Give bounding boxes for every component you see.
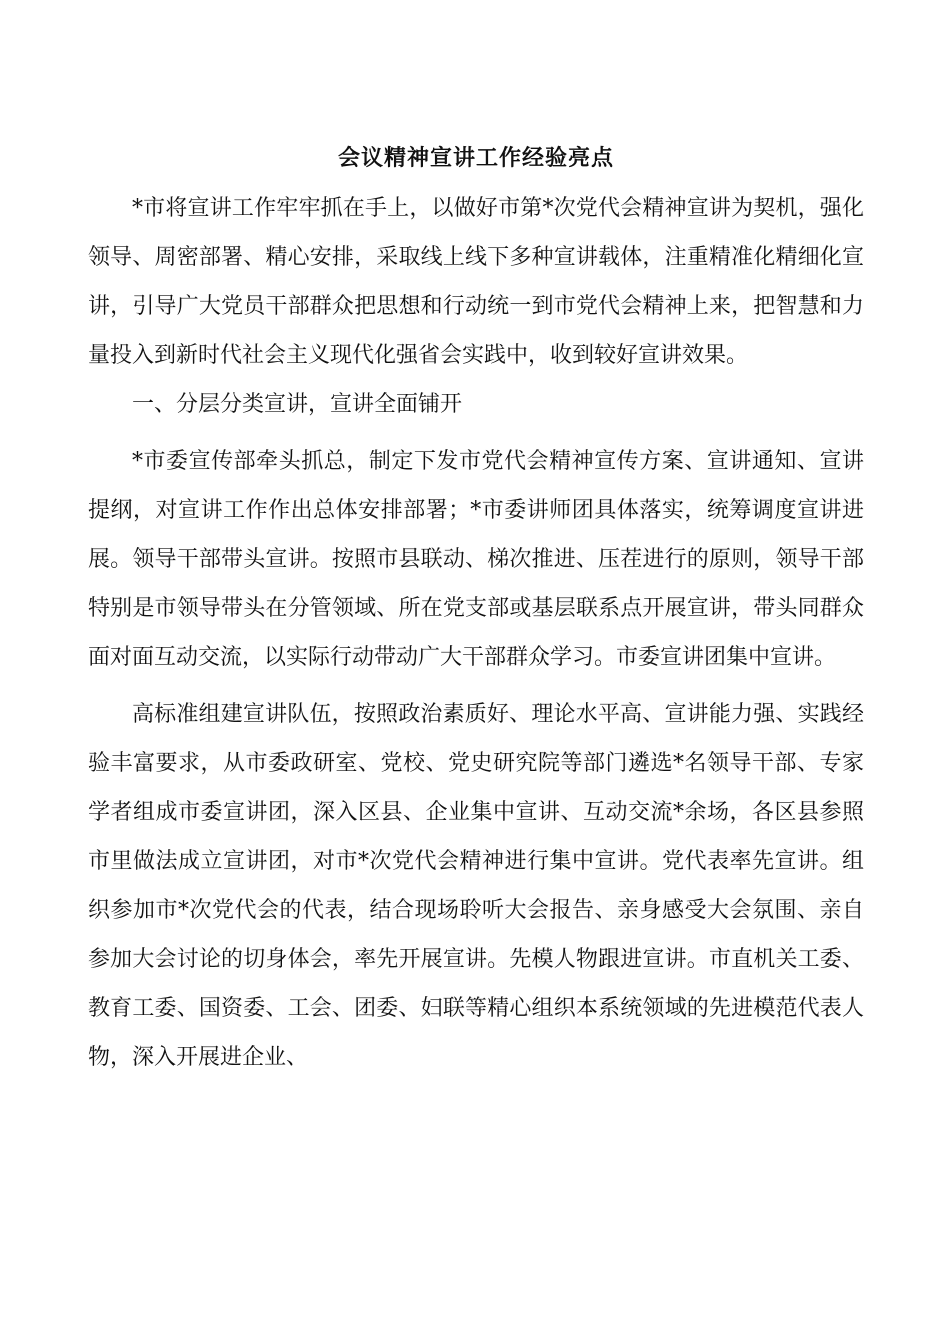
intro-paragraph: *市将宣讲工作牢牢抓在手上，以做好市第*次党代会精神宣讲为契机，强化领导、周密部署、精心安排，采取线上线下多种宣讲载体，注重精准化精细化宣讲，引导广大党员干部群众把思想和行动统一到市党代会精神上来，把智慧和力量投入到新时代社会主义现代化强省会实践中，收到较好宣讲效果。 [88, 196, 864, 368]
document-title: 会议精神宣讲工作经验亮点 [337, 145, 614, 171]
section-paragraph: *市委宣传部牵头抓总，制定下发市党代会精神宣传方案、宣讲通知、宣讲提纲，对宣讲工作作出总体安排部署；*市委讲师团具体落实，统筹调度宣讲进展。领导干部带头宣讲。按照市县联动、梯次推进、压茬进行的原则，领导干部特别是市领导带头在分管领域、所在党支部或基层联系点开展宣讲，带头同群众面对面互动交流，以实际行动带动广大干部群众学习。市委宣讲团集中宣讲。 [88, 449, 864, 670]
paragraph-gap [88, 682, 864, 690]
document-page [88, 138, 864, 1082]
section-paragraph: 高标准组建宣讲队伍，按照政治素质好、理论水平高、宣讲能力强、实践经验丰富要求，从市委政研室、党校、党史研究院等部门遴选*名领导干部、专家学者组成市委宣讲团，深入区县、企业集中宣讲、互动交流*余场，各区县参照市里做法成立宣讲团，对市*次党代会精神进行集中宣讲。党代表率先宣讲。组织参加市*次党代会的代表，结合现场聆听大会报告、亲身感受大会氛围、亲自参加大会讨论的切身体会，率先开展宣讲。先模人物跟进宣讲。市直机关工委、教育工委、国资委、工会、团委、妇联等精心组织本系统领域的先进模范代表人物，深入开展进企业、 [88, 702, 864, 1070]
section-heading: 一、分层分类宣讲，宣讲全面铺开 [132, 392, 463, 417]
